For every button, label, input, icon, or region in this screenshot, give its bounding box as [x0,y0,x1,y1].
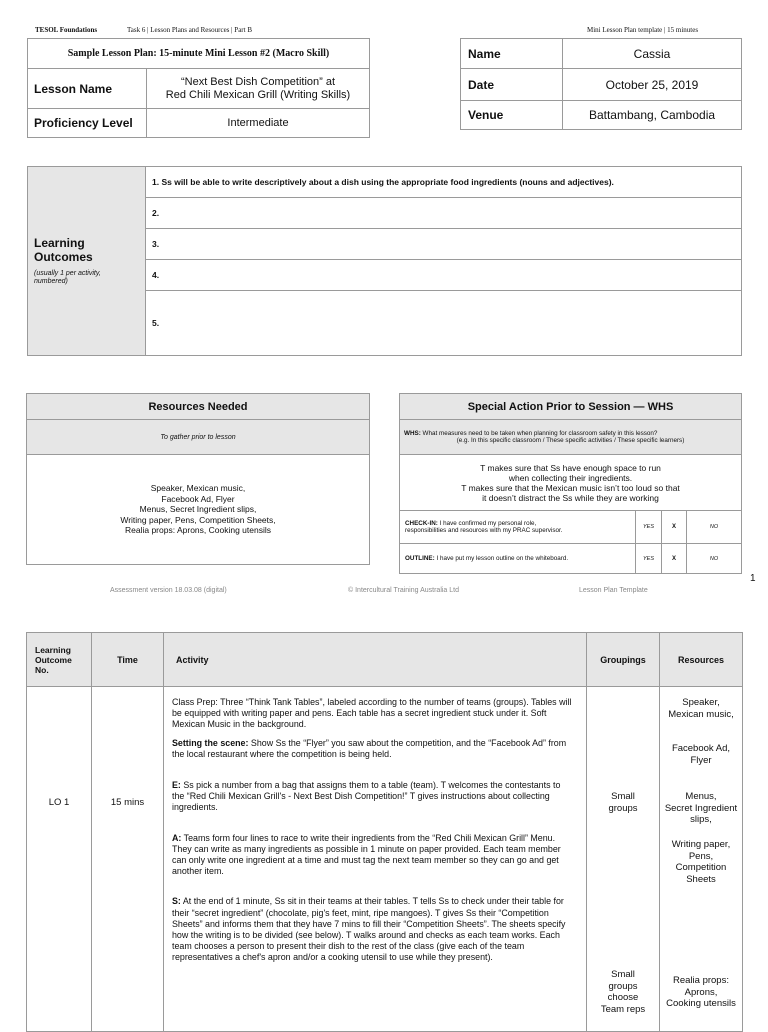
whs-question-text: What measures need to be taken when planning for classroom safety in this lesson? [422,430,658,437]
lesson-plan-title: Sample Lesson Plan: 15-minute Mini Lesson #2 (Macro Skill) [28,39,370,69]
footer-template: Lesson Plan Template [579,587,648,594]
venue-value: Battambang, Cambodia [563,101,742,130]
whs-answer-line: T makes sure that Ss have enough space to run [480,462,661,473]
resources-title: Resources Needed [27,394,370,420]
outcomes-note-line: (usually 1 per activity, [34,270,101,277]
outcome-item: 3. [146,229,742,260]
outcome-item: 2. [146,198,742,229]
whs-table [399,393,742,574]
header-lo [27,633,92,687]
header-lo-line: Outcome [35,654,72,665]
resource-line: Facebook Ad, [671,743,731,754]
table-row [27,687,743,1032]
resource-group-1 [660,697,742,720]
outcomes-label-line: Outcomes [34,250,93,264]
checkin-yes: YES [636,511,662,544]
header-activity: Activity [164,633,587,687]
engage-text: Ss pick a number from a bag that assigns them to a table (team). T welcomes the contestants to the “Red Chili Mexican Grill's - Next Best Dish Competition!” T gives instructions about collecting ingredients. [172,780,561,813]
proficiency-label: Proficiency Level [28,109,147,138]
header-lo-line: Learning [35,644,71,655]
resource-group-4 [660,839,742,885]
lo-cell: LO 1 [27,687,92,1032]
grouping-1 [587,791,659,814]
whs-title: Special Action Prior to Session — WHS [400,394,742,420]
date-label: Date [461,69,563,101]
proficiency-value: Intermediate [147,109,370,138]
grouping-2 [587,969,659,1015]
time-cell: 15 mins [92,687,164,1032]
outcome-item: 5. [146,291,742,356]
outcomes-label [34,236,145,264]
resources-table [26,393,370,565]
whs-question-eg: (e.g. In this specific classroom / These specific activities / These specific learners) [456,437,685,444]
lesson-name-line: “Next Best Dish Competition” at [180,75,336,88]
resource-line: Secret Ingredient [664,802,738,814]
checkin-x: X [662,511,687,544]
grouping-line: Small [611,791,635,802]
plan-table [26,632,743,1032]
whs-question [400,420,742,455]
whs-answer-line: T makes sure that the Mexican music isn’t too loud so that [461,482,680,493]
outcome-item: 4. [146,260,742,291]
resource-line: Speaker, [682,697,720,708]
resource-line: Speaker, Mexican music, [150,483,246,494]
resources-subtitle: To gather prior to lesson [27,420,370,455]
resource-line: Aprons, [684,986,718,998]
resource-line: Pens, [688,850,714,862]
lesson-name-value [147,69,370,109]
resource-line: Menus, Secret Ingredient slips, [139,504,257,515]
footer-copyright: © Intercultural Training Australia Ltd [348,587,459,594]
checkin-text-2: responsibilities and resources with my PRAC supervisor. [405,527,563,534]
resource-line: Cooking utensils [666,998,736,1009]
resource-line: slips, [690,814,712,825]
lesson-name-label: Lesson Name [28,69,147,109]
outcomes-label-cell [28,167,146,356]
outcomes-table [27,166,742,356]
resource-group-2 [660,743,742,766]
class-prep-text: Class Prep: Three “Think Tank Tables”, labeled according to the number of teams (groups). Tables will be equipped with writing paper and pens. Each table has a secret ingredient stuck under it. Soft Mexican Music in the background. [172,697,572,730]
activate-label: A: [172,832,182,843]
doc-header-title: TESOL Foundations [35,26,98,34]
scene-text: Show Ss the “Flyer” you saw about the competition, and the “Facebook Ad” from the local restaurant where the competition is being held. [172,737,567,759]
resource-line: Realia props: Aprons, Cooking utensils [125,525,271,536]
resource-line: Mexican music, [668,708,734,720]
study-label: S: [172,896,181,907]
name-label: Name [461,39,563,69]
resource-line: Competition [675,862,727,873]
study-paragraph [172,896,574,963]
grouping-line: choose [607,992,639,1003]
lesson-table [27,38,370,138]
grouping-line: groups [608,802,638,814]
outcomes-note [34,270,145,286]
scene-label: Setting the scene: [172,737,249,748]
header-resources: Resources [660,633,743,687]
resource-group-3 [660,791,742,826]
outline-text: I have put my lesson outline on the whiteboard. [436,555,569,562]
whs-answer [400,455,742,511]
doc-header-meta: Task 6 | Lesson Plans and Resources | Part B [127,26,252,34]
resource-line: Sheets [686,873,716,885]
whs-answer-line: it doesn’t distract the Ss while they are working [482,492,659,503]
checkin-text: I have confirmed my personal role, [439,520,537,527]
resource-group-5 [660,975,742,1010]
activity-cell [164,687,587,1032]
outcomes-note-line: numbered) [34,278,68,285]
info-table [460,38,742,130]
footer-version: Assessment version 18.03.08 (digital) [110,587,227,594]
whs-answer-line: when collecting their ingredients. [508,472,633,483]
activate-paragraph [172,833,574,878]
header-time: Time [92,633,164,687]
header-lo-line: No. [35,664,49,675]
resource-line: Flyer [690,754,712,766]
engage-paragraph [172,780,574,814]
resources-cell [660,687,743,1032]
resource-line: Writing paper, Pens, Competition Sheets, [120,514,276,525]
name-value: Cassia [563,39,742,69]
activate-text: Teams form four lines to race to write their ingredients from the “Red Chili Mexican Grill” Menu. They can write as many ingredients as possible in 1 minute on paper provided. Each team member can only write one ingredient at a time and must tag the next team member so they can go and get another item. [172,832,561,877]
outcome-item: 1. Ss will be able to write descriptively about a dish using the appropriate food ingredients (nouns and adjectives). [146,167,742,198]
resource-line: Writing paper, [671,839,731,850]
resources-list [27,455,370,565]
checkin-label: CHECK-IN: [405,520,438,527]
grouping-line: Small [611,969,635,980]
outline-yes: YES [636,544,662,574]
outcomes-label-line: Learning [34,236,85,250]
venue-label: Venue [461,101,563,130]
study-text: At the end of 1 minute, Ss sit in their teams at their tables. T tells Ss to check under their table for their “secret ingredient” (chocolate, pig's feet, mint, ripe mangoes). T gives Ss their “Competition Sheets” and informs them that they have 7 mins to fill their “Competition Sheets”. The sheets specify how the writing is to be divided (see below). T walks around and checks as each team works. Each team chooses a person to present their dish to the rest of the class (give each of the team representatives a chef's apron and/or a cooking utensil to use while they present). [172,896,566,963]
doc-header-right: Mini Lesson Plan template | 15 minutes [587,26,699,34]
outline-no: NO [687,544,742,574]
grouping-line: groups [608,980,638,992]
engage-label: E: [172,780,181,791]
page-number: 1 [750,573,756,584]
resource-line: Facebook Ad, Flyer [161,493,235,504]
outline-label: OUTLINE: [405,555,435,562]
outline-x: X [662,544,687,574]
scene-paragraph [172,738,574,760]
resource-line: Realia props: [673,975,729,986]
whs-question-label: WHS: [404,430,421,437]
header-groupings: Groupings [587,633,660,687]
checkin-cell [400,511,636,544]
grouping-line: Team reps [600,1003,646,1015]
groupings-cell [587,687,660,1032]
date-value: October 25, 2019 [563,69,742,101]
resource-line: Menus, [685,791,717,802]
outline-cell [400,544,636,574]
checkin-no: NO [687,511,742,544]
lesson-name-line: Red Chili Mexican Grill (Writing Skills) [165,88,351,101]
